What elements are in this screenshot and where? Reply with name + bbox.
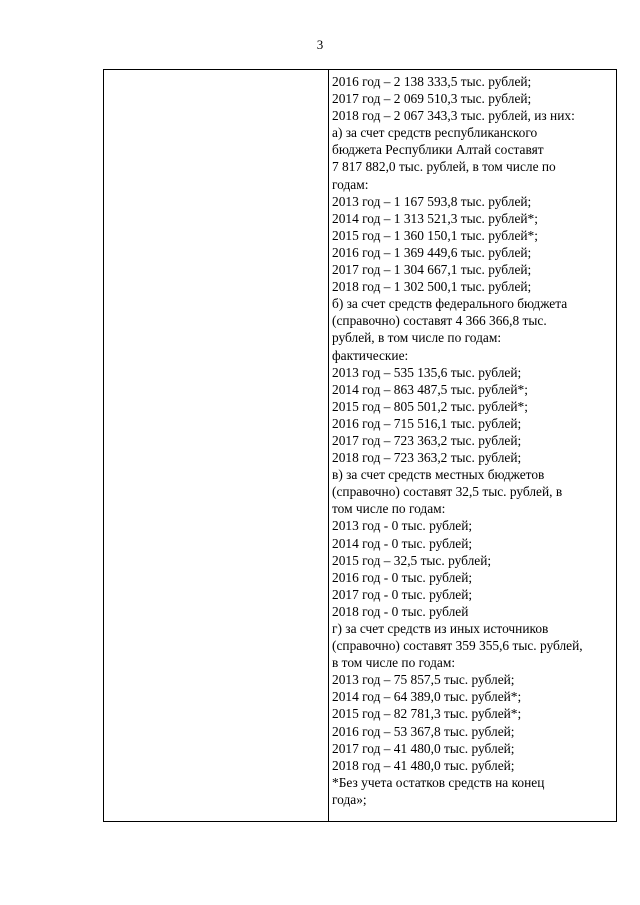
text-line: 2017 год – 41 480,0 тыс. рублей; [332, 740, 515, 756]
text-line: 2013 год – 75 857,5 тыс. рублей; [332, 672, 515, 688]
text-line: рублей, в том числе по годам: [332, 330, 502, 346]
text-line: 2015 год – 1 360 150,1 тыс. рублей*; [332, 227, 538, 243]
text-line: (справочно) составят 32,5 тыс. рублей, в [332, 484, 563, 500]
text-line: 2013 год – 1 167 593,8 тыс. рублей; [332, 193, 532, 209]
text-line: *Без учета остатков средств на конец [332, 774, 545, 790]
text-line: в том числе по годам: [332, 655, 456, 671]
text-line: 2017 год – 723 363,2 тыс. рублей; [332, 432, 522, 448]
text-line: (справочно) составят 359 355,6 тыс. рублей, [332, 638, 583, 654]
text-line: 2018 год – 723 363,2 тыс. рублей; [332, 450, 522, 466]
text-line: 2018 год – 2 067 343,3 тыс. рублей, из них: [332, 108, 575, 124]
text-line: 2016 год – 715 516,1 тыс. рублей; [332, 415, 522, 431]
budget-table [103, 69, 617, 822]
text-line: 2016 год - 0 тыс. рублей; [332, 569, 473, 585]
text-line: фактические: [332, 347, 409, 363]
text-line: б) за счет средств федерального бюджета [332, 296, 568, 312]
text-line: 2016 год – 1 369 449,6 тыс. рублей; [332, 244, 532, 260]
text-line: 2014 год - 0 тыс. рублей; [332, 535, 473, 551]
text-line: 2016 год – 53 367,8 тыс. рублей; [332, 723, 515, 739]
text-line: в) за счет средств местных бюджетов [332, 467, 545, 483]
text-line: бюджета Республики Алтай составят [332, 142, 544, 158]
text-line: том числе по годам: [332, 501, 446, 517]
text-line: 2018 год - 0 тыс. рублей [332, 603, 469, 619]
text-line: 7 817 882,0 тыс. рублей, в том числе по [332, 159, 556, 175]
table-right-cell [332, 73, 614, 808]
text-line: 2014 год – 863 487,5 тыс. рублей*; [332, 381, 528, 397]
text-line: 2014 год – 64 389,0 тыс. рублей*; [332, 689, 522, 705]
text-line: 2016 год – 2 138 333,5 тыс. рублей; [332, 74, 532, 89]
text-line: 2013 год - 0 тыс. рублей; [332, 518, 473, 534]
text-line: г) за счет средств из иных источников [332, 621, 549, 636]
text-line: 2015 год – 32,5 тыс. рублей; [332, 552, 492, 568]
text-line: 2017 год – 1 304 667,1 тыс. рублей; [332, 262, 532, 278]
text-line: (справочно) составят 4 366 366,8 тыс. [332, 313, 547, 329]
text-line: годам: [332, 176, 369, 192]
text-line: 2014 год – 1 313 521,3 тыс. рублей*; [332, 210, 538, 226]
text-line: года»; [332, 791, 367, 807]
text-line: 2015 год – 82 781,3 тыс. рублей*; [332, 706, 522, 722]
text-line: 2015 год – 805 501,2 тыс. рублей*; [332, 398, 528, 414]
text-line: 2017 год – 2 069 510,3 тыс. рублей; [332, 91, 532, 107]
text-line: а) за счет средств республиканского [332, 125, 538, 141]
page-number: 3 [316, 37, 324, 52]
text-line: 2013 год – 535 135,6 тыс. рублей; [332, 364, 522, 380]
column-divider [328, 70, 329, 821]
text-line: 2017 год - 0 тыс. рублей; [332, 586, 473, 602]
text-line: 2018 год – 41 480,0 тыс. рублей; [332, 757, 515, 773]
text-line: 2018 год – 1 302 500,1 тыс. рублей; [332, 279, 532, 295]
